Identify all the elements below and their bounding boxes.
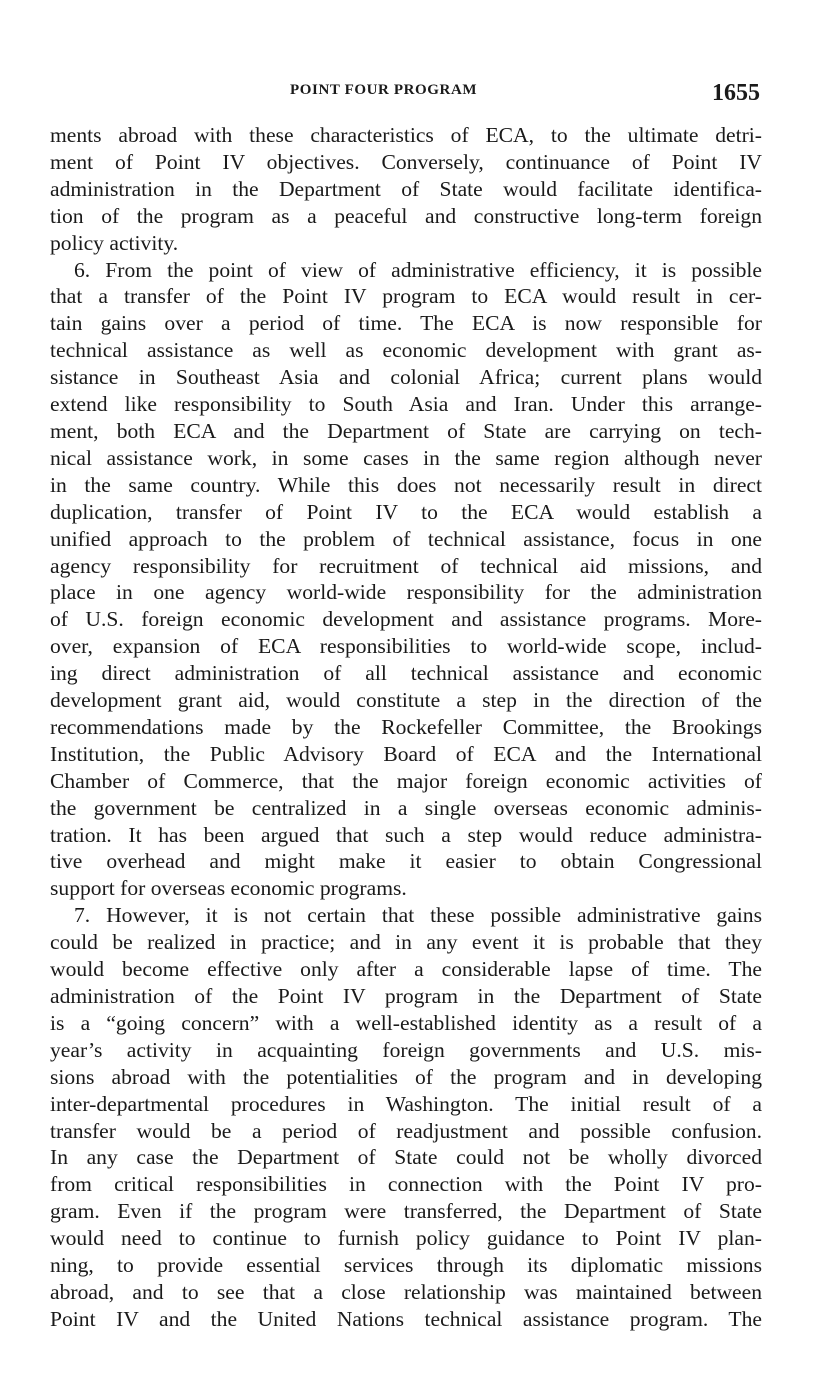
text-line: extend like responsibility to South Asia and Iran. Under this arrange-: [50, 392, 762, 417]
text-line: recommendations made by the Rockefeller Committee, the Brookings: [50, 714, 762, 739]
text-line: over, expansion of ECA responsibilities to world-wide scope, includ-: [50, 634, 762, 659]
text-line: that a transfer of the Point IV program to ECA would result in cer-: [50, 284, 762, 309]
text-line: the government be centralized in a single overseas economic adminis-: [50, 795, 762, 820]
text-line: abroad, and to see that a close relationship was maintained between: [50, 1279, 762, 1304]
text-line: duplication, transfer of Point IV to the ECA would establish a: [50, 499, 762, 524]
text-line: ment, both ECA and the Department of State are carrying on tech-: [50, 418, 762, 443]
text-line: year’s activity in acquainting foreign governments and U.S. mis-: [50, 1037, 762, 1062]
text-line: gram. Even if the program were transferred, the Department of State: [50, 1199, 762, 1224]
text-line: transfer would be a period of readjustment and possible confusion.: [50, 1118, 762, 1143]
text-line: unified approach to the problem of technical assistance, focus in one: [50, 526, 762, 551]
text-line: In any case the Department of State could not be wholly divorced: [50, 1145, 762, 1170]
text-line: is a “going concern” with a well-established identity as a result of a: [50, 1010, 762, 1035]
text-line: ning, to provide essential services through its diplomatic missions: [50, 1253, 762, 1278]
text-line: tration. It has been argued that such a step would reduce administra-: [50, 822, 762, 847]
text-line: administration of the Point IV program in the Department of State: [50, 984, 762, 1008]
text-line: development grant aid, would constitute a step in the direction of the: [50, 688, 762, 713]
paragraph-7-start: 7. However, it is not certain that these possible administrative gains: [74, 903, 762, 928]
text-line: sions abroad with the potentialities of the program and in developing: [50, 1064, 762, 1089]
text-line: tain gains over a period of time. The ECA is now responsible for: [50, 311, 762, 336]
text-line: would become effective only after a considerable lapse of time. The: [50, 957, 762, 982]
text-line: Institution, the Public Advisory Board of ECA and the International: [50, 741, 762, 766]
text-line: Chamber of Commerce, that the major foreign economic activities of: [50, 768, 762, 793]
text-line: inter-departmental procedures in Washington. The initial result of a: [50, 1091, 762, 1116]
page-number: 1655: [712, 80, 760, 106]
text-line: technical assistance as well as economic development with grant as-: [50, 338, 762, 363]
text-line: tive overhead and might make it easier to obtain Congressional: [50, 849, 762, 874]
text-line: administration in the Department of State would facilitate identifica-: [50, 176, 762, 201]
text-line: could be realized in practice; and in any event it is probable that they: [50, 930, 762, 955]
text-line: from critical responsibilities in connection with the Point IV pro-: [50, 1172, 762, 1197]
body-text: [50, 122, 762, 1333]
paragraph-6-start: 6. From the point of view of administrative efficiency, it is possible: [74, 257, 762, 282]
text-line: place in one agency world-wide responsibility for the administration: [50, 580, 762, 605]
text-line: nical assistance work, in some cases in the same region although never: [50, 445, 762, 470]
text-line: ments abroad with these characteristics of ECA, to the ultimate detri-: [50, 123, 762, 147]
text-line: tion of the program as a peaceful and constructive long-term foreign: [50, 203, 762, 228]
text-line: ment of Point IV objectives. Conversely, continuance of Point IV: [50, 149, 762, 174]
text-line: sistance in Southeast Asia and colonial Africa; current plans would: [50, 365, 762, 390]
text-line: would need to continue to furnish policy guidance to Point IV plan-: [50, 1226, 762, 1251]
text-line: agency responsibility for recruitment of technical aid missions, and: [50, 553, 762, 578]
text-line: in the same country. While this does not necessarily result in direct: [50, 472, 762, 497]
text-line: support for overseas economic programs.: [50, 876, 407, 901]
text-line: ing direct administration of all technical assistance and economic: [50, 661, 762, 686]
running-head: POINT FOUR PROGRAM: [290, 82, 478, 98]
text-line: policy activity.: [50, 230, 179, 255]
text-line: Point IV and the United Nations technical assistance program. The: [50, 1306, 762, 1331]
text-line: of U.S. foreign economic development and assistance programs. More-: [50, 607, 762, 632]
